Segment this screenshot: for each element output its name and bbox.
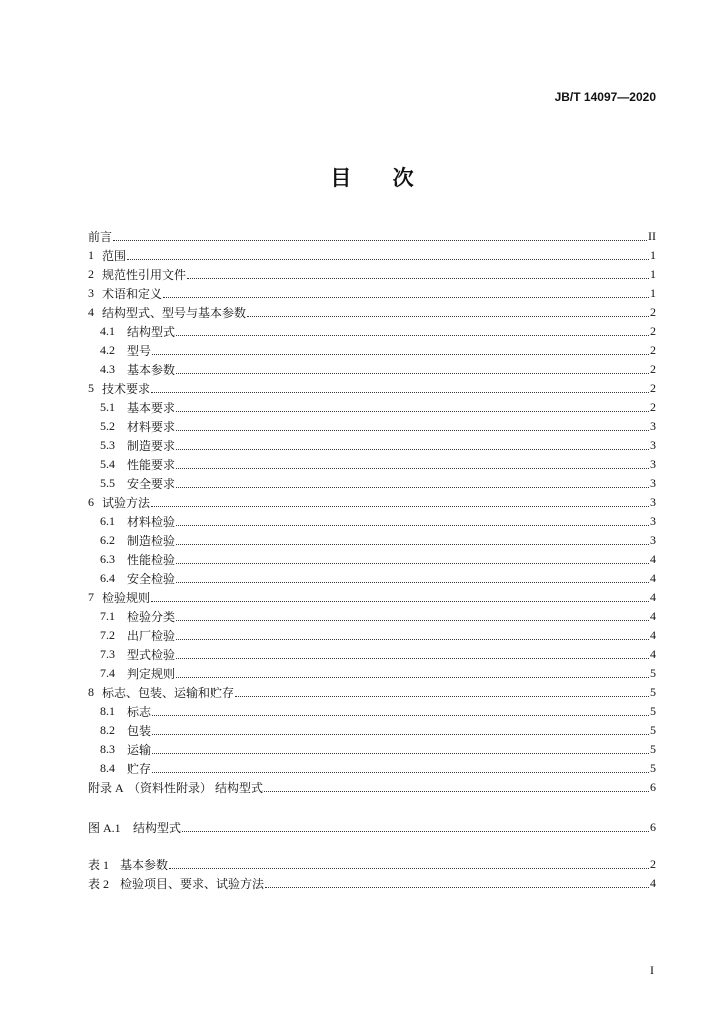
dot-leader bbox=[176, 487, 649, 488]
entry-title: 结构型式、型号与基本参数 bbox=[102, 306, 247, 320]
dot-leader bbox=[151, 392, 649, 393]
dot-leader bbox=[176, 582, 649, 583]
toc-entry[interactable] bbox=[88, 379, 656, 398]
entry-page-number: 3 bbox=[650, 495, 656, 509]
entry-number: 4.3 bbox=[100, 362, 115, 376]
dot-leader bbox=[176, 620, 649, 621]
dot-leader bbox=[182, 831, 649, 832]
entry-page-number: 3 bbox=[650, 438, 656, 452]
toc-entry[interactable] bbox=[88, 645, 656, 664]
table-entry[interactable] bbox=[88, 874, 656, 893]
entry-title: 前言 bbox=[88, 230, 113, 244]
appendix-list bbox=[88, 778, 656, 797]
entry-title: 制造检验 bbox=[127, 534, 176, 548]
entry-number: 7.3 bbox=[100, 647, 115, 661]
toc-entry[interactable] bbox=[88, 455, 656, 474]
entry-number: 4.2 bbox=[100, 343, 115, 357]
toc-entry[interactable] bbox=[88, 759, 656, 778]
entry-title: 性能检验 bbox=[127, 553, 176, 567]
entry-page-number: 4 bbox=[650, 876, 656, 890]
dot-leader bbox=[264, 791, 649, 792]
entry-page-number: 5 bbox=[650, 742, 656, 756]
toc-entry[interactable] bbox=[88, 246, 656, 265]
toc-entry[interactable] bbox=[88, 721, 656, 740]
entry-title: 技术要求 bbox=[102, 382, 151, 396]
dot-leader bbox=[152, 734, 649, 735]
dot-leader bbox=[235, 696, 649, 697]
toc-entry[interactable] bbox=[88, 512, 656, 531]
entry-page-number: 4 bbox=[650, 647, 656, 661]
toc-entry[interactable] bbox=[88, 702, 656, 721]
dot-leader bbox=[176, 430, 649, 431]
toc-entry[interactable] bbox=[88, 284, 656, 303]
entry-page-number: 4 bbox=[650, 571, 656, 585]
dot-leader bbox=[176, 468, 649, 469]
toc-entry[interactable] bbox=[88, 341, 656, 360]
toc-entry[interactable] bbox=[88, 417, 656, 436]
toc-entry[interactable] bbox=[88, 474, 656, 493]
entry-page-number: 2 bbox=[650, 400, 656, 414]
entry-page-number: 3 bbox=[650, 457, 656, 471]
toc-entry[interactable] bbox=[88, 322, 656, 341]
entry-page-number: 4 bbox=[650, 552, 656, 566]
entry-title: 检验分类 bbox=[127, 610, 176, 624]
entry-title: 基本参数 bbox=[127, 363, 176, 377]
entry-number: 表 2 bbox=[88, 877, 110, 891]
entry-title: 型号 bbox=[127, 344, 152, 358]
entry-title: 试验方法 bbox=[102, 496, 151, 510]
entry-number: 7 bbox=[88, 590, 94, 604]
entry-title: 结构型式 bbox=[133, 821, 182, 835]
entry-page-number: 2 bbox=[650, 324, 656, 338]
entry-page-number: 5 bbox=[650, 704, 656, 718]
entry-page-number: 1 bbox=[650, 248, 656, 262]
toc-entry[interactable] bbox=[88, 550, 656, 569]
entry-page-number: 1 bbox=[650, 286, 656, 300]
entry-title: 规范性引用文件 bbox=[102, 268, 187, 282]
dot-leader bbox=[163, 297, 649, 298]
dot-leader bbox=[176, 658, 649, 659]
figure-list bbox=[88, 818, 656, 837]
entry-title: 基本要求 bbox=[127, 401, 176, 415]
entry-number: 1 bbox=[88, 248, 94, 262]
toc-entry[interactable] bbox=[88, 531, 656, 550]
entry-page-number: 1 bbox=[650, 267, 656, 281]
entry-number: 6.4 bbox=[100, 571, 115, 585]
entry-page-number: 6 bbox=[650, 820, 656, 834]
dot-leader bbox=[176, 373, 649, 374]
entry-title: 范围 bbox=[102, 249, 127, 263]
dot-leader bbox=[151, 601, 649, 602]
toc-entry[interactable] bbox=[88, 569, 656, 588]
toc-entry[interactable] bbox=[88, 265, 656, 284]
toc-entry[interactable] bbox=[88, 493, 656, 512]
entry-title: 包装 bbox=[127, 724, 152, 738]
dot-leader bbox=[152, 772, 649, 773]
toc-entry[interactable] bbox=[88, 683, 656, 702]
entry-number: 5.1 bbox=[100, 400, 115, 414]
dot-leader bbox=[176, 639, 649, 640]
dot-leader bbox=[265, 887, 649, 888]
page-title: 目 次 bbox=[330, 166, 414, 190]
toc-entry[interactable] bbox=[88, 303, 656, 322]
entry-number: 8 bbox=[88, 685, 94, 699]
toc-entry[interactable] bbox=[88, 227, 656, 246]
dot-leader bbox=[176, 449, 649, 450]
entry-title: 材料检验 bbox=[127, 515, 176, 529]
appendix-entry[interactable] bbox=[88, 778, 656, 797]
entry-title: 标志 bbox=[127, 705, 152, 719]
entry-number: 7.2 bbox=[100, 628, 115, 642]
entry-number: 2 bbox=[88, 267, 94, 281]
table-entry[interactable] bbox=[88, 855, 656, 874]
entry-title: 判定规则 bbox=[127, 667, 176, 681]
entry-page-number: 4 bbox=[650, 609, 656, 623]
entry-page-number: 5 bbox=[650, 761, 656, 775]
entry-title: 性能要求 bbox=[127, 458, 176, 472]
dot-leader bbox=[176, 525, 649, 526]
entry-title: 型式检验 bbox=[127, 648, 176, 662]
entry-title: 术语和定义 bbox=[102, 287, 163, 301]
dot-leader bbox=[247, 316, 649, 317]
dot-leader bbox=[127, 259, 649, 260]
toc-entry[interactable] bbox=[88, 664, 656, 683]
toc-entry[interactable] bbox=[88, 588, 656, 607]
entry-title: 材料要求 bbox=[127, 420, 176, 434]
entry-page-number: 3 bbox=[650, 533, 656, 547]
entry-page-number: 4 bbox=[650, 628, 656, 642]
dot-leader bbox=[113, 240, 647, 241]
page-number: I bbox=[650, 963, 654, 977]
entry-title: 基本参数 bbox=[120, 858, 169, 872]
entry-number: 6.2 bbox=[100, 533, 115, 547]
entry-page-number: 4 bbox=[650, 590, 656, 604]
entry-number: 6.3 bbox=[100, 552, 115, 566]
figure-entry[interactable] bbox=[88, 818, 656, 837]
table-of-contents bbox=[88, 227, 656, 778]
entry-title: 结构型式 bbox=[127, 325, 176, 339]
dot-leader bbox=[169, 868, 649, 869]
dot-leader bbox=[187, 278, 649, 279]
entry-number: 4.1 bbox=[100, 324, 115, 338]
entry-number: 5.4 bbox=[100, 457, 115, 471]
entry-number: 附录 A bbox=[88, 781, 124, 795]
entry-title: 检验项目、要求、试验方法 bbox=[120, 877, 265, 891]
toc-entry[interactable] bbox=[88, 436, 656, 455]
entry-number: 8.2 bbox=[100, 723, 115, 737]
entry-title: 安全要求 bbox=[127, 477, 176, 491]
entry-number: 3 bbox=[88, 286, 94, 300]
entry-number: 5.3 bbox=[100, 438, 115, 452]
entry-page-number: 6 bbox=[650, 780, 656, 794]
dot-leader bbox=[176, 677, 649, 678]
entry-page-number: II bbox=[648, 229, 656, 243]
toc-entry[interactable] bbox=[88, 607, 656, 626]
entry-title: 运输 bbox=[127, 743, 152, 757]
entry-title: 标志、包装、运输和贮存 bbox=[102, 686, 235, 700]
entry-number: 8.1 bbox=[100, 704, 115, 718]
entry-page-number: 2 bbox=[650, 857, 656, 871]
entry-number: 5.5 bbox=[100, 476, 115, 490]
entry-page-number: 3 bbox=[650, 514, 656, 528]
entry-title: 出厂检验 bbox=[127, 629, 176, 643]
dot-leader bbox=[152, 354, 649, 355]
entry-number: 4 bbox=[88, 305, 94, 319]
entry-number: 8.3 bbox=[100, 742, 115, 756]
toc-entry[interactable] bbox=[88, 360, 656, 379]
entry-page-number: 5 bbox=[650, 685, 656, 699]
entry-number: 7.1 bbox=[100, 609, 115, 623]
entry-page-number: 5 bbox=[650, 666, 656, 680]
dot-leader bbox=[152, 715, 649, 716]
entry-page-number: 2 bbox=[650, 343, 656, 357]
dot-leader bbox=[176, 335, 649, 336]
entry-number: 图 A.1 bbox=[88, 821, 121, 835]
entry-number: 5.2 bbox=[100, 419, 115, 433]
entry-title: 贮存 bbox=[127, 762, 152, 776]
toc-entry[interactable] bbox=[88, 740, 656, 759]
entry-title: 安全检验 bbox=[127, 572, 176, 586]
entry-page-number: 2 bbox=[650, 362, 656, 376]
table-list bbox=[88, 855, 656, 893]
dot-leader bbox=[152, 753, 649, 754]
entry-number: 6.1 bbox=[100, 514, 115, 528]
entry-page-number: 3 bbox=[650, 419, 656, 433]
toc-entry[interactable] bbox=[88, 626, 656, 645]
entry-title: （资料性附录） 结构型式 bbox=[128, 781, 264, 795]
dot-leader bbox=[176, 411, 649, 412]
entry-title: 制造要求 bbox=[127, 439, 176, 453]
entry-number: 8.4 bbox=[100, 761, 115, 775]
standard-code: JB/T 14097—2020 bbox=[554, 90, 656, 104]
dot-leader bbox=[176, 563, 649, 564]
entry-page-number: 3 bbox=[650, 476, 656, 490]
entry-number: 6 bbox=[88, 495, 94, 509]
dot-leader bbox=[176, 544, 649, 545]
toc-entry[interactable] bbox=[88, 398, 656, 417]
entry-number: 5 bbox=[88, 381, 94, 395]
entry-page-number: 2 bbox=[650, 381, 656, 395]
entry-number: 7.4 bbox=[100, 666, 115, 680]
entry-title: 检验规则 bbox=[102, 591, 151, 605]
entry-page-number: 5 bbox=[650, 723, 656, 737]
entry-number: 表 1 bbox=[88, 858, 110, 872]
dot-leader bbox=[151, 506, 649, 507]
entry-page-number: 2 bbox=[650, 305, 656, 319]
